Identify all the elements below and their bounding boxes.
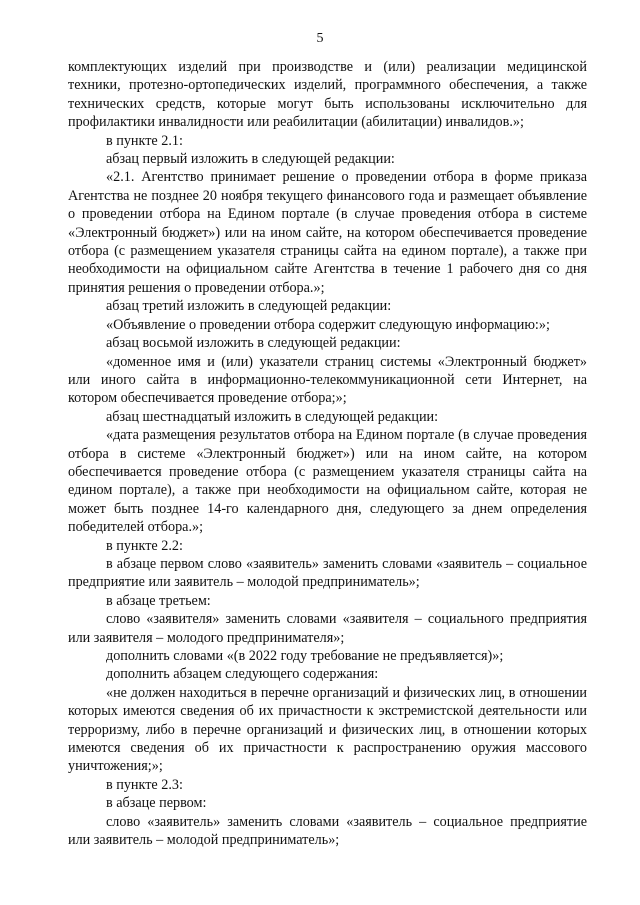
- paragraph-10: «дата размещения результатов отбора на Едином портале (в случае проведения отбора в системе «Электронный бюджет») или на ином сайте, на котором обеспечивается проведение отбора (с размещением указателя страницы сайта на едином портале), а также при необходимости на официальном сайте, которая не может быть позднее 14-го календарного дня, следующего за днем определения победителей отбора.»;: [68, 427, 587, 536]
- paragraph-14: слово «заявителя» заменить словами «заявителя – социального предприятия или заявителя – молодого предпринимателя»;: [68, 611, 587, 646]
- paragraph-6: «Объявление о проведении отбора содержит следующую информацию:»;: [106, 316, 550, 333]
- paragraph-18: в пункте 2.3:: [106, 776, 183, 793]
- paragraph-12: в абзаце первом слово «заявитель» заменить словами «заявитель – социальное предприятие или заявитель – молодой предприниматель»;: [68, 555, 587, 591]
- paragraph-7: абзац восьмой изложить в следующей редакции:: [106, 335, 401, 352]
- paragraph-9: абзац шестнадцатый изложить в следующей редакции:: [106, 408, 439, 425]
- paragraph-8: «доменное имя и (или) указатели страниц системы «Электронный бюджет» или иного сайта в информационно-телекоммуникационной сети Интернет, на котором обеспечивается проведение отбора;»;: [68, 353, 587, 407]
- paragraph-4: «2.1. Агентство принимает решение о проведении отбора в форме приказа Агентства не позднее 20 ноября текущего финансового года и размещает объявление о проведении отбора на Едином портале (в случае проведения отбора в системе «Электронный бюджет») или на ином сайте, на котором обеспечивается проведение отбора (с размещением указателя страницы сайта на едином портале), а также при необходимости на официальном сайте Агентства в течение 1 рабочего дня со дня принятия решения о проведении отбора.»;: [68, 169, 587, 296]
- paragraph-5: абзац третий изложить в следующей редакции:: [106, 298, 392, 315]
- paragraph-13: в абзаце третьем:: [106, 592, 211, 609]
- paragraph-1: комплектующих изделий при производстве и (или) реализации медицинской техники, протезно-ортопедических изделий, программного обеспечения, а также технических средств, которые могут быть использованы исключительно для профилактики инвалидности или реабилитации (абилитации) инвалидов.»;: [68, 59, 587, 131]
- paragraph-17: «не должен находиться в перечне организаций и физических лиц, в отношении которых имеются сведения об их причастности к экстремистской деятельности или терроризму, либо в перечне организаций и физических лиц, в отношении которых имеются сведения об их причастности к распространению оружия массового уничтожения;»;: [68, 684, 587, 775]
- page-number: 5: [316, 31, 324, 46]
- document-body: [68, 58, 587, 849]
- paragraph-15: дополнить словами «(в 2022 году требование не предъявляется)»;: [106, 648, 504, 664]
- paragraph-2: в пункте 2.1:: [106, 132, 183, 149]
- paragraph-16: дополнить абзацем следующего содержания:: [106, 666, 379, 683]
- paragraph-3: абзац первый изложить в следующей редакции:: [106, 151, 395, 168]
- paragraph-20: слово «заявитель» заменить словами «заявитель – социальное предприятие или заявитель – молодой предприниматель»;: [68, 813, 587, 849]
- paragraph-11: в пункте 2.2:: [106, 537, 183, 554]
- paragraph-19: в абзаце первом:: [106, 795, 207, 812]
